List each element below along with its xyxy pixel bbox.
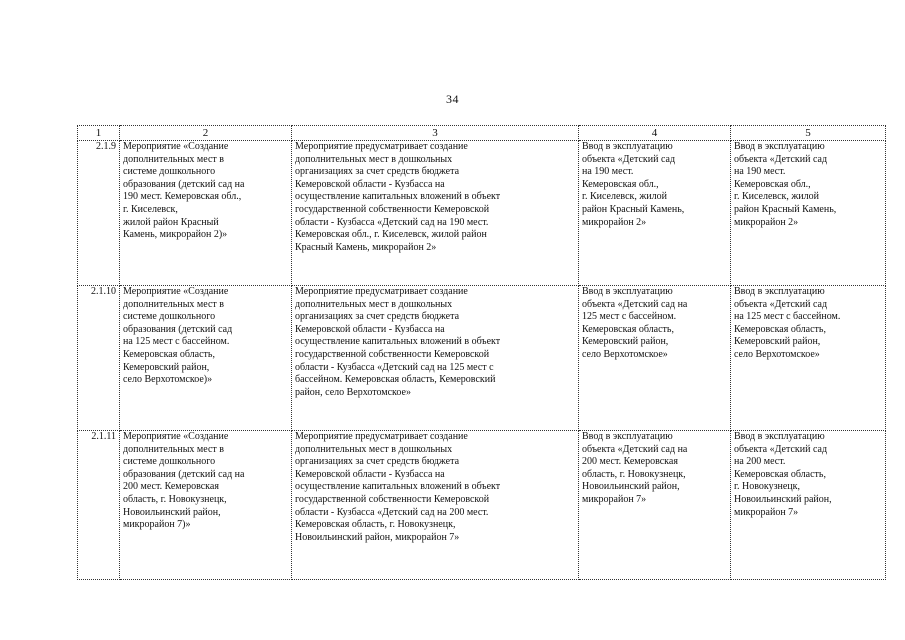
table-header-row bbox=[78, 126, 886, 141]
indicator-result-cell: Ввод в эксплуатацию объекта «Детский сад на 125 мест с бассейном. Кемеровская область, Кемеровский район, село Верхотомское» bbox=[731, 286, 886, 431]
expected-result-cell: Ввод в эксплуатацию объекта «Детский сад на 200 мест. Кемеровская область, г. Новокузнецк, Новоильинский район, микрорайон 7» bbox=[579, 431, 731, 580]
activity-description-cell: Мероприятие предусматривает создание дополнительных мест в дошкольных организациях за счет средств бюджета Кемеровской области - Кузбасса на осуществление капитальных вложений в объект государственной собственности Кемеровской области - Кузбасса «Детский сад на 125 мест с бассейном. Кемеровская область, Кемеровский район, село Верхотомское» bbox=[292, 286, 579, 431]
row-number: 2.1.11 bbox=[78, 431, 120, 580]
table-row bbox=[78, 286, 886, 431]
expected-result-cell: Ввод в эксплуатацию объекта «Детский сад на 125 мест с бассейном. Кемеровская область, Кемеровский район, село Верхотомское» bbox=[579, 286, 731, 431]
table-row bbox=[78, 431, 886, 580]
column-header-4: 4 bbox=[579, 126, 731, 141]
column-header-5: 5 bbox=[731, 126, 886, 141]
column-header-2: 2 bbox=[120, 126, 292, 141]
page-number: 34 bbox=[446, 92, 459, 106]
column-header-3: 3 bbox=[292, 126, 579, 141]
activity-description-cell: Мероприятие предусматривает создание дополнительных мест в дошкольных организациях за счет средств бюджета Кемеровской области - Кузбасса на осуществление капитальных вложений в объект государственной собственности Кемеровской области - Кузбасса «Детский сад на 190 мест. Кемеровская обл., г. Киселевск, жилой район Красный Камень, микрорайон 2» bbox=[292, 141, 579, 286]
expected-result-cell: Ввод в эксплуатацию объекта «Детский сад на 190 мест. Кемеровская обл., г. Киселевск, жилой район Красный Камень, микрорайон 2» bbox=[579, 141, 731, 286]
activity-name-cell: Мероприятие «Создание дополнительных мест в системе дошкольного образования (детский сад на 125 мест с бассейном. Кемеровская область, Кемеровский район, село Верхотомское)» bbox=[120, 286, 292, 431]
row-number: 2.1.9 bbox=[78, 141, 120, 286]
table-row bbox=[78, 141, 886, 286]
activity-name-cell: Мероприятие «Создание дополнительных мест в системе дошкольного образования (детский сад на 190 мест. Кемеровская обл., г. Киселевск, жилой район Красный Камень, микрорайон 2)» bbox=[120, 141, 292, 286]
indicator-result-cell: Ввод в эксплуатацию объекта «Детский сад на 200 мест. Кемеровская область, г. Новокузнецк, Новоильинский район, микрорайон 7» bbox=[731, 431, 886, 580]
row-number: 2.1.10 bbox=[78, 286, 120, 431]
indicator-result-cell: Ввод в эксплуатацию объекта «Детский сад на 190 мест. Кемеровская обл., г. Киселевск, жилой район Красный Камень, микрорайон 2» bbox=[731, 141, 886, 286]
activities-table bbox=[77, 125, 886, 580]
activity-description-cell: Мероприятие предусматривает создание дополнительных мест в дошкольных организациях за счет средств бюджета Кемеровской области - Кузбасса на осуществление капитальных вложений в объект государственной собственности Кемеровской области - Кузбасса «Детский сад на 200 мест. Кемеровская область, г. Новокузнецк, Новоильинский район, микрорайон 7» bbox=[292, 431, 579, 580]
column-header-1: 1 bbox=[78, 126, 120, 141]
activity-name-cell: Мероприятие «Создание дополнительных мест в системе дошкольного образования (детский сад на 200 мест. Кемеровская область, г. Новокузнецк, Новоильинский район, микрорайон 7)» bbox=[120, 431, 292, 580]
